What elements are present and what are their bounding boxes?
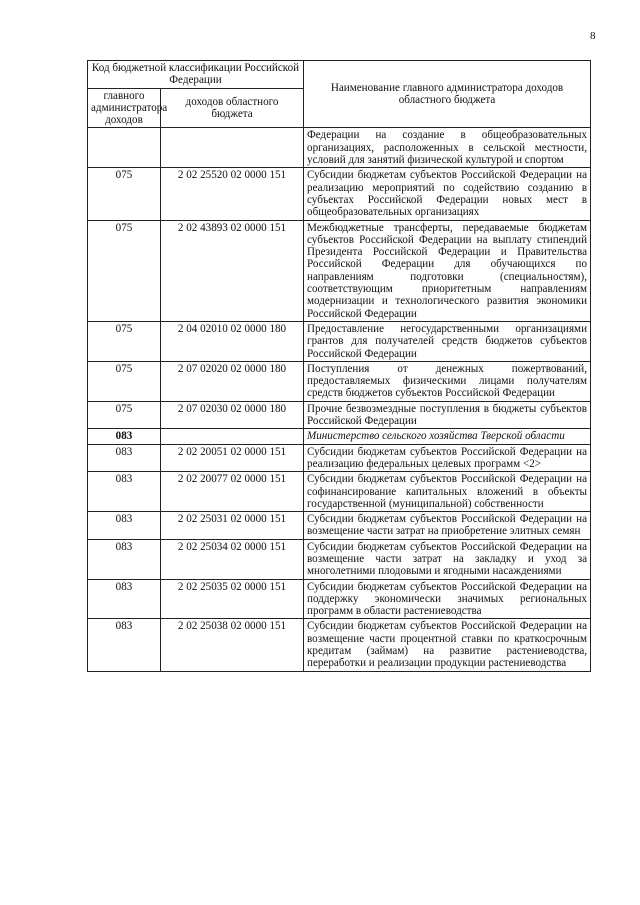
income-code-cell: 2 02 25031 02 0000 151 xyxy=(161,512,304,540)
admin-code-cell: 075 xyxy=(88,401,161,429)
income-name-cell: Субсидии бюджетам субъектов Российской Федерации на возмещение части затрат на приобретение элитных семян xyxy=(304,512,591,540)
table-header-row xyxy=(88,61,591,89)
admin-code-cell: 075 xyxy=(88,361,161,401)
admin-code-cell: 075 xyxy=(88,321,161,361)
table-row xyxy=(88,444,591,472)
admin-code-cell: 075 xyxy=(88,220,161,321)
table-row xyxy=(88,539,591,579)
table-row xyxy=(88,220,591,321)
income-name-cell: Поступления от денежных пожертвований, предоставляемых физическими лицами получателям средств бюджетов субъектов Российской Федерации xyxy=(304,361,591,401)
income-name-cell: Субсидии бюджетам субъектов Российской Федерации на возмещение части затрат на закладку и уход за многолетними плодовыми и ягодными насаждениями xyxy=(304,539,591,579)
header-income-column: доходов областного бюджета xyxy=(161,88,304,128)
income-code-cell: 2 02 20051 02 0000 151 xyxy=(161,444,304,472)
admin-code-cell: 083 xyxy=(88,444,161,472)
header-group-title: Код бюджетной классификации Российской Федерации xyxy=(88,61,304,89)
income-name-cell: Субсидии бюджетам субъектов Российской Федерации на реализацию мероприятий по содействию созданию в субъектах Российской Федерации новых мест в общеобразовательных организациях xyxy=(304,168,591,220)
income-code-cell: 2 02 43893 02 0000 151 xyxy=(161,220,304,321)
income-name-cell: Субсидии бюджетам субъектов Российской Федерации на софинансирование капитальных вложений в объекты государственной (муниципальной) собственности xyxy=(304,472,591,512)
admin-code-cell: 083 xyxy=(88,539,161,579)
admin-code-cell: 083 xyxy=(88,619,161,671)
table-row xyxy=(88,579,591,619)
income-code-cell: 2 04 02010 02 0000 180 xyxy=(161,321,304,361)
table-row xyxy=(88,168,591,220)
income-name-cell: Федерации на создание в общеобразовательных организациях, расположенных в сельской местности, условий для занятий физической культурой и спортом xyxy=(304,128,591,168)
income-name-cell: Субсидии бюджетам субъектов Российской Федерации на возмещение части процентной ставки по краткосрочным кредитам (займам) на развитие растениеводства, переработки и реализации продукции растениеводства xyxy=(304,619,591,671)
page-number: 8 xyxy=(590,30,596,42)
income-name-cell: Субсидии бюджетам субъектов Российской Федерации на поддержку экономически значимых региональных программ в области растениеводства xyxy=(304,579,591,619)
income-code-cell: 2 02 25035 02 0000 151 xyxy=(161,579,304,619)
income-name-cell: Предоставление негосударственными организациями грантов для получателей средств бюджетов субъектов Российской Федерации xyxy=(304,321,591,361)
table-row xyxy=(88,472,591,512)
table-row xyxy=(88,128,591,168)
budget-classification-table xyxy=(87,60,591,672)
table-row xyxy=(88,321,591,361)
income-name-cell: Субсидии бюджетам субъектов Российской Федерации на реализацию федеральных целевых программ <2> xyxy=(304,444,591,472)
income-code-cell: 2 02 25520 02 0000 151 xyxy=(161,168,304,220)
table-row xyxy=(88,361,591,401)
table-row xyxy=(88,429,591,444)
table-row xyxy=(88,512,591,540)
income-name-cell: Прочие безвозмездные поступления в бюджеты субъектов Российской Федерации xyxy=(304,401,591,429)
income-code-cell: 2 02 25034 02 0000 151 xyxy=(161,539,304,579)
income-code-cell: 2 02 20077 02 0000 151 xyxy=(161,472,304,512)
income-code-cell: 2 07 02030 02 0000 180 xyxy=(161,401,304,429)
header-admin-column: главного администратора доходов xyxy=(88,88,161,128)
table-body xyxy=(88,128,591,671)
admin-code-cell xyxy=(88,128,161,168)
income-code-cell: 2 07 02020 02 0000 180 xyxy=(161,361,304,401)
income-code-cell: 2 02 25038 02 0000 151 xyxy=(161,619,304,671)
income-code-cell xyxy=(161,429,304,444)
admin-code-cell: 083 xyxy=(88,579,161,619)
header-name-column: Наименование главного администратора доходов областного бюджета xyxy=(304,61,591,128)
income-code-cell xyxy=(161,128,304,168)
income-name-cell: Межбюджетные трансферты, передаваемые бюджетам субъектов Российской Федерации на выплату стипендий Президента Российской Федерации и Правительства Российской Федерации для обучающихся по направлениям подготовки (специальностям), соответствующим приоритетным направлениям модернизации и технологического развития экономики Российской Федерации xyxy=(304,220,591,321)
admin-code-cell: 075 xyxy=(88,168,161,220)
admin-code-cell: 083 xyxy=(88,512,161,540)
admin-code-cell: 083 xyxy=(88,429,161,444)
administrator-name-cell: Министерство сельского хозяйства Тверской области xyxy=(304,429,591,444)
table-row xyxy=(88,619,591,671)
table-row xyxy=(88,401,591,429)
admin-code-cell: 083 xyxy=(88,472,161,512)
